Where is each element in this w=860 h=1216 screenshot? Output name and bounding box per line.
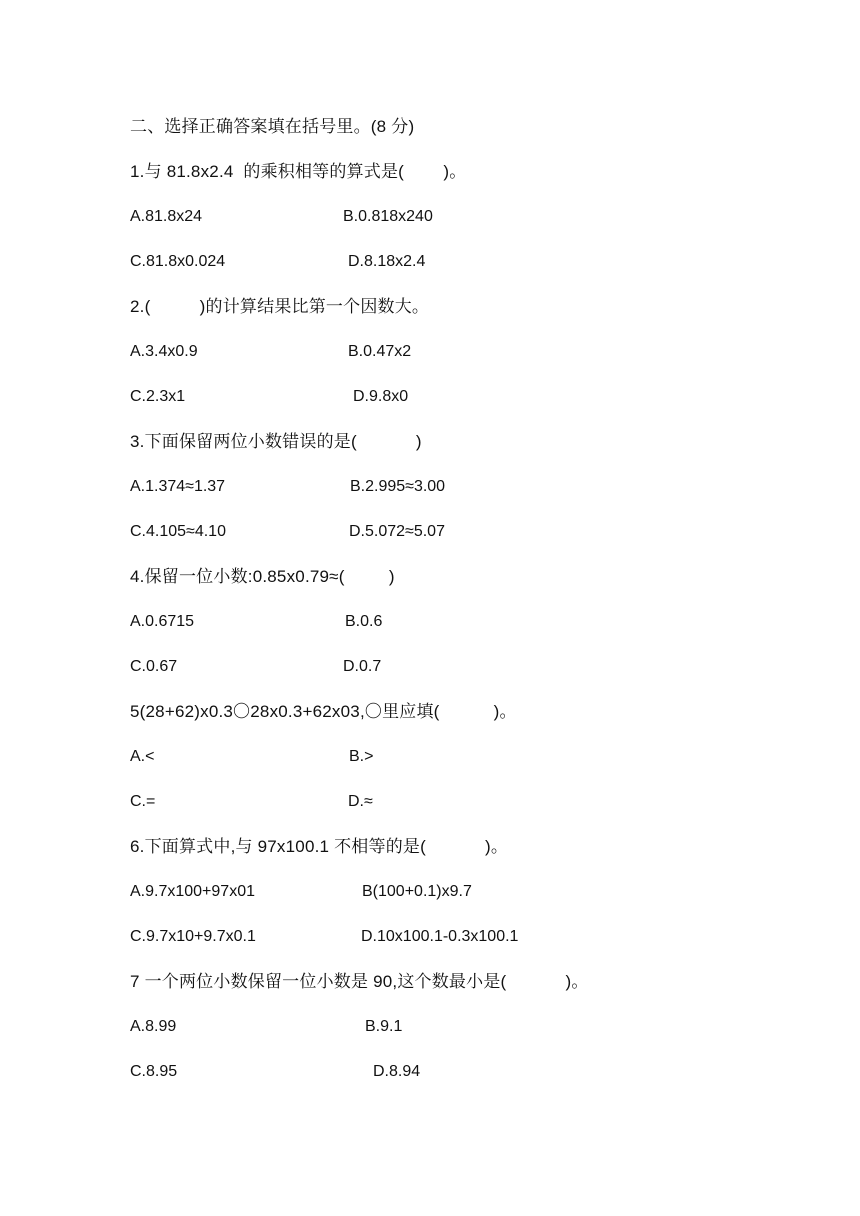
question-1-option-c: C.81.8x0.024 xyxy=(130,253,226,270)
question-3-option-a: A.1.374≈1.37 xyxy=(130,478,226,495)
question-3-option-b: B.2.995≈3.00 xyxy=(350,478,446,495)
section-title: 二、选择正确答案填在括号里。(8 分) xyxy=(130,117,415,136)
question-7-stem: 7 一个两位小数保留一位小数是 90,这个数最小是( )。 xyxy=(130,972,589,991)
question-6-option-a: A.9.7x100+97x01 xyxy=(130,883,255,900)
question-1-option-d: D.8.18x2.4 xyxy=(348,253,426,270)
question-4-option-b: B.0.6 xyxy=(345,613,383,630)
question-4-option-c: C.0.67 xyxy=(130,658,178,675)
question-5-option-b: B.> xyxy=(349,748,374,765)
question-5-option-a: A.< xyxy=(130,748,155,765)
question-3-option-d: D.5.072≈5.07 xyxy=(349,523,445,540)
question-3-stem: 3.下面保留两位小数错误的是( ) xyxy=(130,432,422,451)
question-6-option-d: D.10x100.1-0.3x100.1 xyxy=(361,928,519,945)
question-1-stem: 1.与 81.8x2.4 的乘积相等的算式是( )。 xyxy=(130,162,467,181)
question-4-stem: 4.保留一位小数:0.85x0.79≈( ) xyxy=(130,567,395,586)
question-7-option-b: B.9.1 xyxy=(365,1018,403,1035)
question-2-stem: 2.( )的计算结果比第一个因数大。 xyxy=(130,297,430,316)
question-7-option-a: A.8.99 xyxy=(130,1018,177,1035)
question-4-option-d: D.0.7 xyxy=(343,658,382,675)
question-5-option-d: D.≈ xyxy=(348,793,373,810)
question-2-option-b: B.0.47x2 xyxy=(348,343,412,360)
question-3-option-c: C.4.105≈4.10 xyxy=(130,523,226,540)
question-1-option-a: A.81.8x24 xyxy=(130,208,203,225)
question-2-option-d: D.9.8x0 xyxy=(353,388,409,405)
question-1-option-b: B.0.818x240 xyxy=(343,208,433,225)
question-6-stem: 6.下面算式中,与 97x100.1 不相等的是( )。 xyxy=(130,837,509,856)
question-2-option-a: A.3.4x0.9 xyxy=(130,343,198,360)
question-6-option-b: B(100+0.1)x9.7 xyxy=(362,883,472,900)
question-6-option-c: C.9.7x10+9.7x0.1 xyxy=(130,928,256,945)
question-7-option-c: C.8.95 xyxy=(130,1063,178,1080)
question-7-option-d: D.8.94 xyxy=(373,1063,421,1080)
question-2-option-c: C.2.3x1 xyxy=(130,388,186,405)
question-5-stem: 5(28+62)x0.3〇28x0.3+62x03,〇里应填( )。 xyxy=(130,702,517,721)
question-4-option-a: A.0.6715 xyxy=(130,613,195,630)
question-5-option-c: C.= xyxy=(130,793,156,810)
